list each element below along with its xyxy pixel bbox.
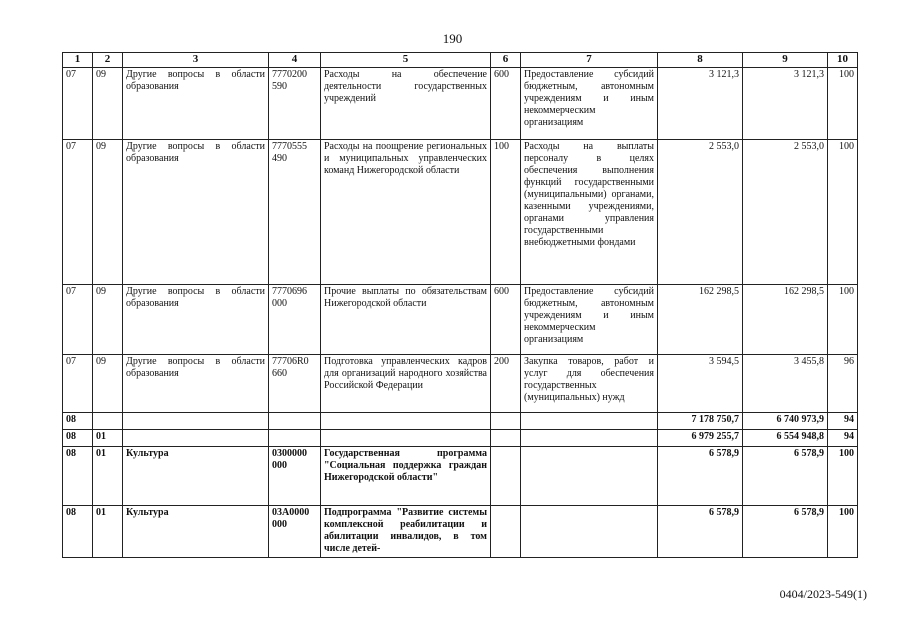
section-name: Культура [123, 506, 269, 558]
target-article-code: 7770696 000 [269, 285, 321, 355]
col-header: 5 [321, 53, 491, 68]
section-code: 07 [63, 285, 93, 355]
subsection-code [93, 413, 123, 430]
target-article-code [269, 413, 321, 430]
table-row [63, 447, 858, 506]
expense-type-name [521, 506, 658, 558]
expense-type-code [491, 430, 521, 447]
subsection-code: 09 [93, 68, 123, 140]
target-article-code [269, 430, 321, 447]
amount-executed: 6 740 973,9 [743, 413, 828, 430]
budget-table [62, 52, 858, 558]
target-article-name [321, 413, 491, 430]
section-name [123, 413, 269, 430]
col-header: 6 [491, 53, 521, 68]
section-name: Другие вопросы в области образования [123, 68, 269, 140]
col-header: 7 [521, 53, 658, 68]
expense-type-name [521, 430, 658, 447]
percent-executed: 94 [828, 430, 858, 447]
subsection-code: 09 [93, 140, 123, 285]
section-code: 07 [63, 140, 93, 285]
table-row [63, 68, 858, 140]
amount-executed: 162 298,5 [743, 285, 828, 355]
target-article-name: Подпрограмма "Развитие системы комплексной реабилитации и абилитации инвалидов, в том числе детей- [321, 506, 491, 558]
table-row [63, 506, 858, 558]
col-header: 4 [269, 53, 321, 68]
target-article-name: Подготовка управленческих кадров для организаций народного хозяйства Российской Федерации [321, 355, 491, 413]
amount-planned: 3 121,3 [658, 68, 743, 140]
expense-type-code: 100 [491, 140, 521, 285]
table-row [63, 140, 858, 285]
amount-planned: 3 594,5 [658, 355, 743, 413]
subsection-code: 01 [93, 447, 123, 506]
target-article-code: 7770200 590 [269, 68, 321, 140]
target-article-code: 7770555 490 [269, 140, 321, 285]
amount-executed: 2 553,0 [743, 140, 828, 285]
section-code: 07 [63, 68, 93, 140]
subsection-code: 01 [93, 506, 123, 558]
subsection-code: 01 [93, 430, 123, 447]
percent-executed: 100 [828, 140, 858, 285]
expense-type-code: 600 [491, 285, 521, 355]
section-code: 07 [63, 355, 93, 413]
col-header: 9 [743, 53, 828, 68]
col-header: 10 [828, 53, 858, 68]
expense-type-code [491, 447, 521, 506]
section-name: Другие вопросы в области образования [123, 285, 269, 355]
table-row [63, 355, 858, 413]
expense-type-name [521, 413, 658, 430]
section-code: 08 [63, 413, 93, 430]
amount-executed: 3 455,8 [743, 355, 828, 413]
col-header: 2 [93, 53, 123, 68]
amount-executed: 3 121,3 [743, 68, 828, 140]
section-name [123, 430, 269, 447]
target-article-code: 03А0000 000 [269, 506, 321, 558]
expense-type-name: Предоставление субсидий бюджетным, автономным учреждениям и иным некоммерческим организациям [521, 68, 658, 140]
target-article-code: 77706R0 660 [269, 355, 321, 413]
header-row [63, 53, 858, 68]
expense-type-code [491, 506, 521, 558]
expense-type-name: Закупка товаров, работ и услуг для обеспечения государственных (муниципальных) нужд [521, 355, 658, 413]
section-name: Другие вопросы в области образования [123, 140, 269, 285]
table-row [63, 285, 858, 355]
amount-planned: 162 298,5 [658, 285, 743, 355]
target-article-name: Государственная программа "Социальная поддержка граждан Нижегородской области" [321, 447, 491, 506]
amount-executed: 6 578,9 [743, 506, 828, 558]
amount-executed: 6 578,9 [743, 447, 828, 506]
expense-type-name: Расходы на выплаты персоналу в целях обеспечения выполнения функций государственными (муниципальными) органами, казенными учреждениями, органами управления государственными внебюджетными фондами [521, 140, 658, 285]
percent-executed: 100 [828, 506, 858, 558]
section-code: 08 [63, 447, 93, 506]
subsection-code: 09 [93, 285, 123, 355]
expense-type-name: Предоставление субсидий бюджетным, автономным учреждениям и иным некоммерческим организациям [521, 285, 658, 355]
target-article-name: Прочие выплаты по обязательствам Нижегородской области [321, 285, 491, 355]
section-name: Культура [123, 447, 269, 506]
expense-type-name [521, 447, 658, 506]
expense-type-code [491, 413, 521, 430]
page-number: 190 [442, 31, 463, 46]
percent-executed: 100 [828, 285, 858, 355]
document-code: 0404/2023-549(1) [779, 587, 867, 601]
section-name: Другие вопросы в области образования [123, 355, 269, 413]
amount-planned: 7 178 750,7 [658, 413, 743, 430]
target-article-name [321, 430, 491, 447]
section-code: 08 [63, 430, 93, 447]
percent-executed: 94 [828, 413, 858, 430]
amount-planned: 6 979 255,7 [658, 430, 743, 447]
col-header: 3 [123, 53, 269, 68]
expense-type-code: 200 [491, 355, 521, 413]
percent-executed: 100 [828, 68, 858, 140]
col-header: 1 [63, 53, 93, 68]
subsection-code: 09 [93, 355, 123, 413]
section-code: 08 [63, 506, 93, 558]
target-article-code: 0300000 000 [269, 447, 321, 506]
amount-planned: 6 578,9 [658, 447, 743, 506]
percent-executed: 100 [828, 447, 858, 506]
col-header: 8 [658, 53, 743, 68]
percent-executed: 96 [828, 355, 858, 413]
amount-executed: 6 554 948,8 [743, 430, 828, 447]
table-row [63, 430, 858, 447]
amount-planned: 2 553,0 [658, 140, 743, 285]
amount-planned: 6 578,9 [658, 506, 743, 558]
target-article-name: Расходы на обеспечение деятельности государственных учреждений [321, 68, 491, 140]
target-article-name: Расходы на поощрение региональных и муниципальных управленческих команд Нижегородской области [321, 140, 491, 285]
table-row [63, 413, 858, 430]
expense-type-code: 600 [491, 68, 521, 140]
